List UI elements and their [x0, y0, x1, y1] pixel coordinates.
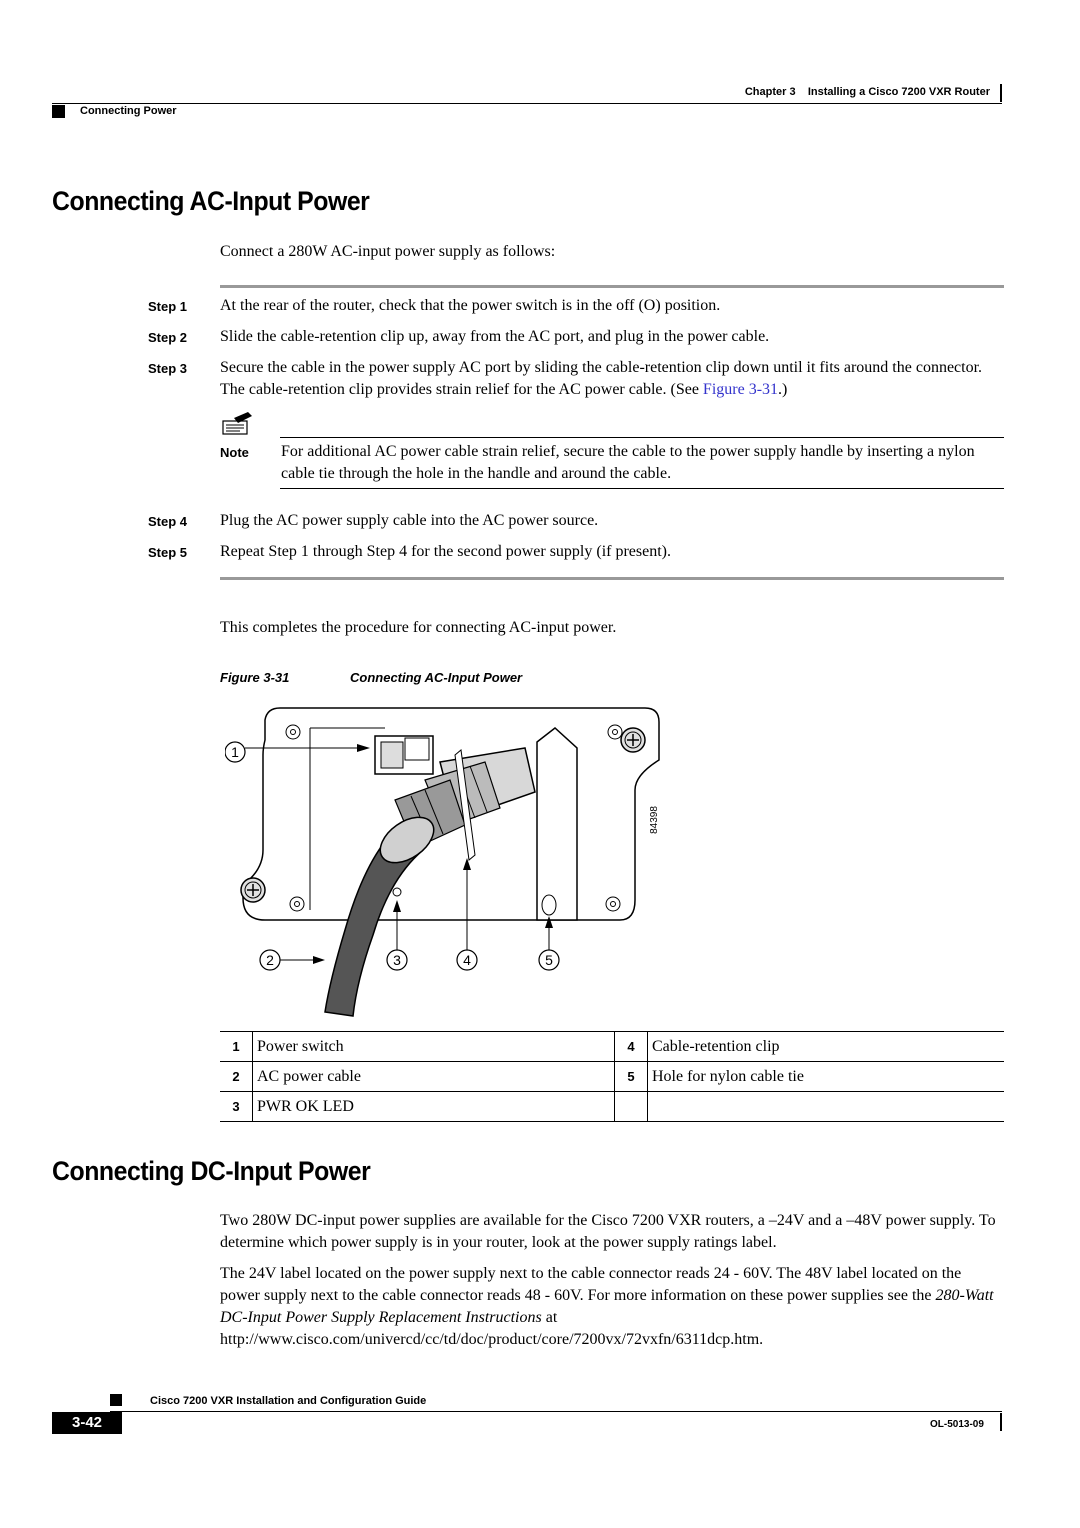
legend-number: 3	[220, 1092, 253, 1122]
figure-legend-table	[220, 1031, 1004, 1122]
header-section: Connecting Power	[80, 105, 177, 117]
step-3-body: Secure the cable in the power supply AC port by sliding the cable-retention clip down until it fits around the connector. The cable-retention clip provides strain relief for the AC power cable. (See	[220, 359, 983, 398]
screw-hole-top-right	[608, 725, 622, 739]
legend-description: PWR OK LED	[253, 1092, 615, 1122]
callout-4	[457, 858, 477, 970]
legend-description: AC power cable	[253, 1062, 615, 1092]
figure-number: Figure 3-31	[220, 670, 290, 685]
chapter-title: Installing a Cisco 7200 VXR Router	[807, 86, 990, 98]
step-2-label: Step 2	[148, 330, 188, 345]
footer-marker	[110, 1394, 122, 1406]
note-label: Note	[220, 445, 249, 460]
header-chapter	[745, 86, 990, 98]
dc-paragraph-2	[220, 1263, 1005, 1351]
captive-screw-left	[241, 878, 265, 902]
figure-caption	[220, 670, 522, 685]
step-5-label: Step 5	[148, 545, 188, 560]
captive-screw-right	[621, 728, 645, 752]
step-4-text: Plug the AC power supply cable into the AC power source.	[220, 512, 599, 529]
steps-top-rule	[220, 285, 1004, 288]
art-number: 84398	[649, 806, 660, 834]
legend-description: Power switch	[253, 1032, 615, 1062]
step-3-tail: .)	[778, 381, 788, 398]
dc-paragraph-2-url: at http://www.cisco.com/univercd/cc/td/doc/product/core/7200vx/72vxfn/6311dcp.htm.	[220, 1309, 764, 1348]
screw-hole-top-left	[286, 725, 300, 739]
svg-text:3: 3	[393, 952, 401, 968]
figure-title: Connecting AC-Input Power	[350, 670, 523, 685]
callout-3	[387, 900, 407, 970]
step-2-text: Slide the cable-retention clip up, away from the AC port, and plug in the power cable.	[220, 328, 770, 345]
header-bar	[1000, 84, 1002, 102]
ac-intro: Connect a 280W AC-input power supply as follows:	[220, 243, 556, 260]
doc-number: OL-5013-09	[930, 1419, 984, 1430]
callout-2	[260, 950, 325, 970]
legend-number: 2	[220, 1062, 253, 1092]
legend-number: 5	[615, 1062, 648, 1092]
legend-description: Cable-retention clip	[648, 1032, 1005, 1062]
dc-paragraph-2-text: The 24V label located on the power supply next to the cable connector reads 24 - 60V. The 48V label located on the power supply next to the cable connector reads 48 - 60V. For more information on these power supplies see the	[220, 1265, 962, 1304]
ac-section-title: Connecting AC-Input Power	[52, 186, 370, 216]
note-pencil-icon	[222, 410, 256, 438]
svg-text:5: 5	[545, 952, 553, 968]
pwr-ok-led	[393, 888, 401, 896]
power-switch	[375, 736, 433, 774]
legend-number: 4	[615, 1032, 648, 1062]
legend-number: 1	[220, 1032, 253, 1062]
nylon-tie-hole	[542, 895, 556, 915]
table-row	[220, 1092, 1004, 1122]
figure-link[interactable]: Figure 3-31	[702, 381, 779, 398]
step-3-label: Step 3	[148, 361, 188, 376]
ac-power-figure	[225, 700, 670, 1020]
step-3-text	[220, 357, 1005, 401]
steps-bottom-rule	[220, 577, 1004, 580]
callout-5	[539, 916, 559, 970]
step-1-label: Step 1	[148, 299, 188, 314]
screw-hole-bottom-right	[606, 897, 620, 911]
dc-paragraph-1: Two 280W DC-input power supplies are available for the Cisco 7200 VXR routers, a –24V and a –48V power supply. To determine which power supply is in your router, look at the power supply ratings label.	[220, 1212, 996, 1251]
step-1-text: At the rear of the router, check that the power switch is in the off (O) position.	[220, 297, 721, 314]
header-marker	[52, 105, 65, 118]
note-top-rule	[280, 437, 1004, 438]
note-bottom-rule	[280, 488, 1004, 489]
step-5-text: Repeat Step 1 through Step 4 for the second power supply (if present).	[220, 543, 672, 560]
svg-text:1: 1	[231, 744, 239, 760]
legend-description	[648, 1092, 1005, 1122]
footer-bar	[1000, 1413, 1002, 1431]
page-number: 3-42	[52, 1412, 122, 1434]
table-row	[220, 1032, 1004, 1062]
chapter-number: Chapter 3	[744, 86, 796, 98]
callout-1	[225, 742, 370, 762]
note-text: For additional AC power cable strain relief, secure the cable to the power supply handle by inserting a nylon cable tie through the hole in the handle and around the cable.	[281, 443, 975, 482]
dc-section-title: Connecting DC-Input Power	[52, 1156, 371, 1186]
legend-description: Hole for nylon cable tie	[648, 1062, 1005, 1092]
svg-text:2: 2	[266, 952, 274, 968]
dc-reference-title: 280-Watt DC-Input Power Supply Replacement Instructions	[220, 1287, 994, 1326]
ac-completion: This completes the procedure for connecting AC-input power.	[220, 619, 617, 636]
table-row	[220, 1062, 1004, 1092]
legend-number	[615, 1092, 648, 1122]
footer-rule	[110, 1411, 1002, 1412]
footer-guide-title: Cisco 7200 VXR Installation and Configuration Guide	[150, 1395, 427, 1407]
step-4-label: Step 4	[148, 514, 188, 529]
svg-text:4: 4	[463, 952, 471, 968]
screw-hole-bottom-left	[290, 897, 304, 911]
handle-bracket	[537, 728, 577, 920]
header-rule	[52, 103, 1002, 104]
